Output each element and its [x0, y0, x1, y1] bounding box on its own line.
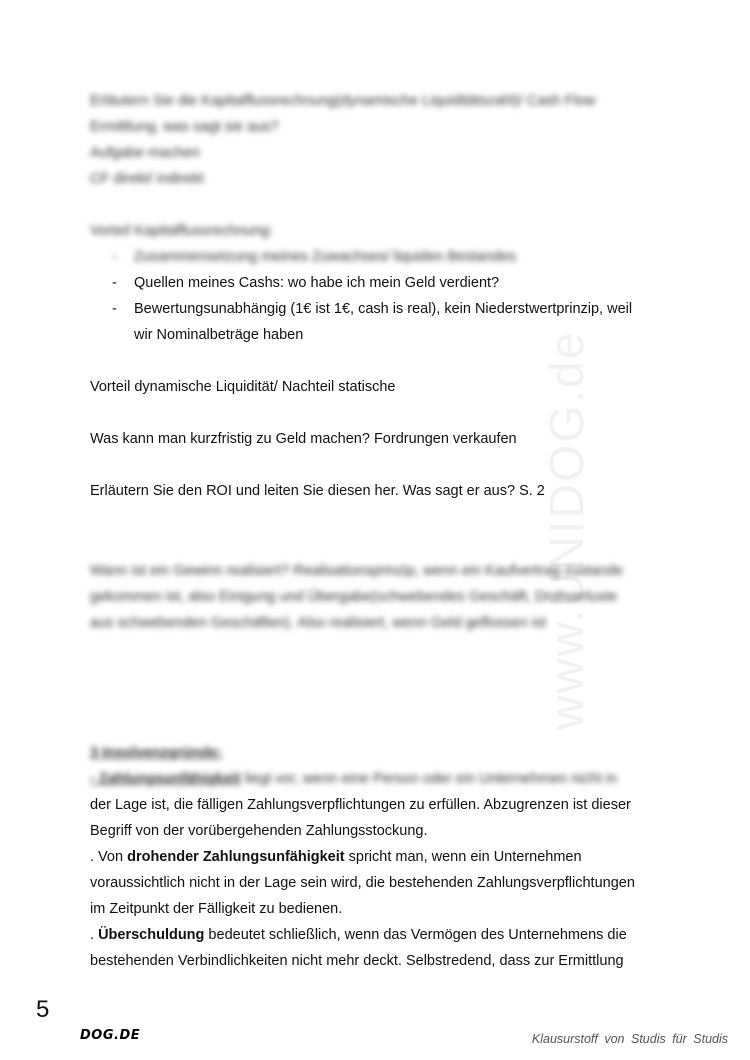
- insolvenz-line-1: [90, 766, 617, 792]
- paragraph-kurzfristig: Was kann man kurzfristig zu Geld machen? Fordrungen verkaufen: [90, 431, 517, 447]
- insolvenz-line-4: [90, 844, 582, 870]
- blurred-question-line-1: Erläutern Sie die Kapitalflussrechnung(dynamische Liquiditätszahl)/ Cash Flow: [90, 93, 596, 109]
- insolvenz-line-6: im Zeitpunkt der Fälligkeit zu bedienen.: [90, 901, 343, 917]
- insolvenz-heading: 3 Insolvenzgründe:: [90, 745, 223, 761]
- insolvenz-line-3: Begriff von der vorübergehenden Zahlungsstockung.: [90, 823, 428, 839]
- blurred-question-line-2: Ermittlung, was sagt sie aus?: [90, 119, 279, 135]
- insolvenz-line-5: voraussichtlich nicht in der Lage sein wird, die bestehenden Zahlungsverpflichtungen: [90, 875, 635, 891]
- footer-tagline: Klausurstoff von Studis für Studis: [531, 1032, 728, 1046]
- blurred-gewinn-line-3: aus schwebenden Geschäften). Also realisiert, wenn Geld geflossen ist: [90, 615, 547, 631]
- paragraph-roi: Erläutern Sie den ROI und leiten Sie diesen her. Was sagt er aus? S. 2: [90, 483, 545, 499]
- insolvenz-line-4-post: spricht man, wenn ein Unternehmen: [344, 849, 582, 865]
- vorteil-item-3-cont: wir Nominalbeträge haben: [134, 327, 304, 343]
- paragraph-vorteil-liquiditaet: Vorteil dynamische Liquidität/ Nachteil statische: [90, 379, 396, 395]
- insolvenz-line-7-post: bedeutet schließlich, wenn das Vermögen des Unternehmens die: [204, 927, 627, 943]
- insolvenz-term-zahlungsunfaehigkeit: - Zahlungsunfähigkeit: [90, 771, 241, 787]
- blurred-gewinn-line-1: Wann ist ein Gewinn realisiert? Realisationsprinzip, wenn ein Kaufvertrag zustande: [90, 563, 624, 579]
- insolvenz-line-7-pre: .: [90, 927, 99, 943]
- unidog-logo: DOG.DE: [80, 1028, 141, 1043]
- insolvenz-term-drohende: drohender Zahlungsunfähigkeit: [127, 849, 345, 865]
- vorteil-item-3: Bewertungsunabhängig (1€ ist 1€, cash is real), kein Niederstwertprinzip, weil: [134, 301, 633, 317]
- insolvenz-term-ueberschuldung: Überschuldung: [98, 927, 205, 943]
- bullet-dash: -: [112, 249, 117, 265]
- page-number: 5: [36, 996, 50, 1023]
- vorteil-item-1: Zusammensetzung meines Zuwachses/ liquiden Bestandes: [134, 249, 517, 265]
- vorteil-item-2: Quellen meines Cashs: wo habe ich mein Geld verdient?: [134, 275, 500, 291]
- insolvenz-line-4-pre: . Von: [90, 849, 128, 865]
- bullet-dash: -: [112, 301, 117, 317]
- insolvenz-line-7: [90, 922, 627, 948]
- insolvenz-line-2: der Lage ist, die fälligen Zahlungsverpflichtungen zu erfüllen. Abzugrenzen ist dieser: [90, 797, 631, 813]
- blurred-question-line-3: Aufgabe machen: [90, 145, 200, 161]
- insolvenz-line-8: bestehenden Verbindlichkeiten nicht mehr deckt. Selbstredend, dass zur Ermittlung: [90, 953, 624, 969]
- blurred-gewinn-line-2: gekommen ist, also Einigung und Übergabe(schwebendes Geschäft, Drohverluste: [90, 589, 618, 605]
- bullet-dash: -: [112, 275, 117, 291]
- vorteil-heading: Vorteil Kapitalflussrechnung:: [90, 223, 273, 239]
- blurred-question-line-4: CF direkt/ indirekt: [90, 171, 204, 187]
- watermark: www.UNIDOG.de: [541, 330, 594, 730]
- insolvenz-line-1-rest: liegt vor, wenn eine Person oder ein Unternehmen nicht in: [240, 771, 618, 787]
